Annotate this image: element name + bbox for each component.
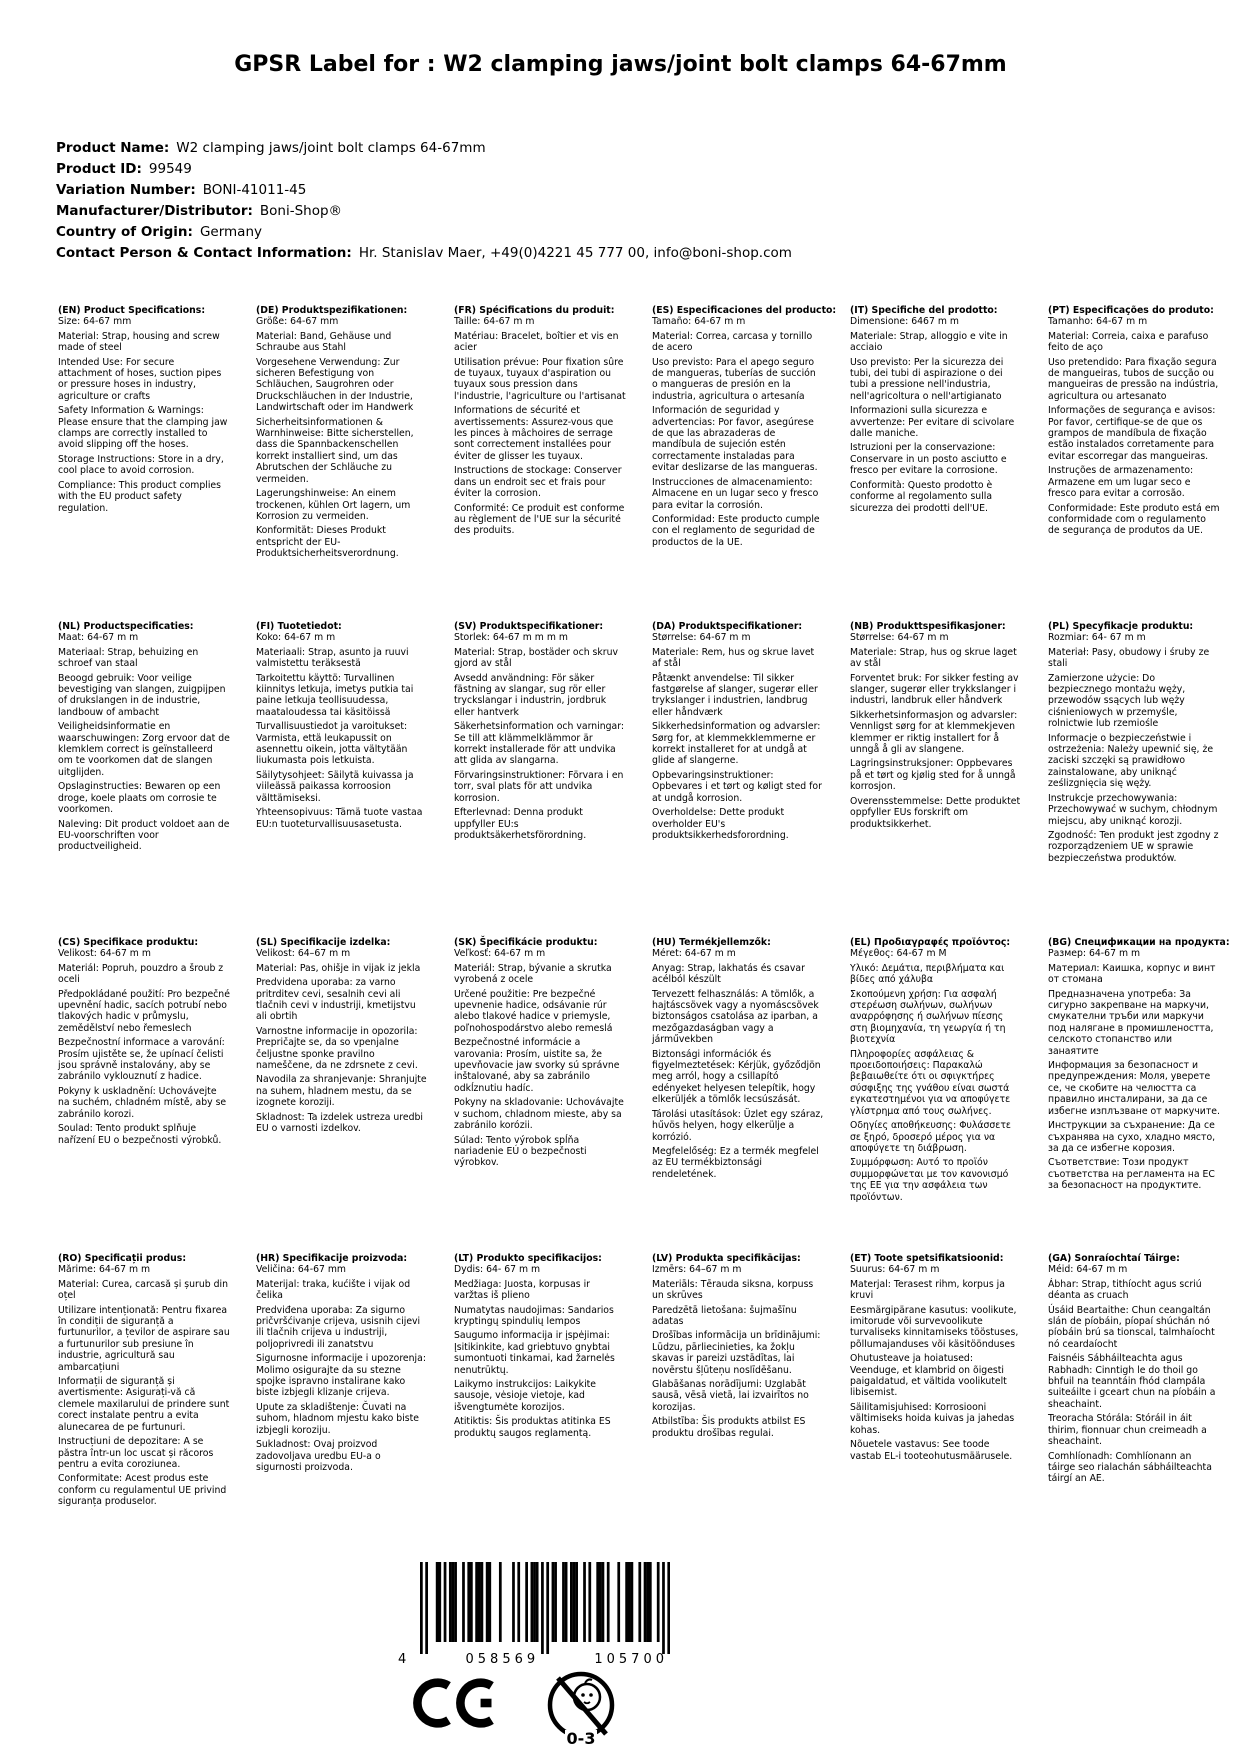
language-spec-block xyxy=(652,937,824,1180)
spec-storage: Instructions de stockage: Conserver dans un endroit sec et frais pour éviter la corrosion. xyxy=(454,465,622,500)
language-spec-title: (DA) Produktspecifikationer: xyxy=(652,621,803,632)
product-info-block xyxy=(56,138,792,264)
spec-material: Material: Strap, bostäder och skruv gjord av stål xyxy=(454,646,618,670)
language-spec-block xyxy=(454,1253,626,1439)
language-spec-block xyxy=(652,1253,824,1439)
spec-intended-use: Предназначена употреба: За сигурно закрепване на маркучи, смукателни тръби или маркучи под налягане в промишлеността, селското стопанство или занаятите xyxy=(1048,988,1214,1057)
spec-material: Materiaali: Strap, asunto ja ruuvi valmistettu teräksestä xyxy=(256,646,409,670)
spec-compliance: Conformità: Questo prodotto è conforme al regolamento sulla sicurezza dei prodotti dell'UE. xyxy=(850,479,993,514)
spec-size: Størrelse: 64-67 m m xyxy=(850,632,949,644)
ean-barcode xyxy=(420,1562,670,1654)
spec-material: Materiał: Pasy, obudowy i śruby ze stali xyxy=(1048,646,1210,670)
spec-intended-use: Uso pretendido: Para fixação segura de mangueiras, tubos de sucção ou mangueiras de pressão na indústria, agricultura ou artesanato xyxy=(1048,356,1219,402)
product-info-value: Boni-Shop® xyxy=(259,203,343,219)
spec-intended-use: Tervezett felhasználás: A tömlők, a hajtáscsövek vagy a nyomáscsövek biztonságos csatolása az iparban, a mezőgazdaságban vagy a járművekben xyxy=(652,988,819,1046)
spec-storage: Opbevaringsinstruktioner: Opbevares i et tørt og køligt sted for at undgå korrosion. xyxy=(652,769,822,804)
spec-safety-warnings: Veiligheidsinformatie en waarschuwingen: Zorg ervoor dat de klemklem correct is geïnstalleerd om te voorkomen dat de slangen uitglijden. xyxy=(58,721,230,778)
language-spec-block xyxy=(454,621,626,841)
language-spec-title: (FR) Spécifications du produit: xyxy=(454,305,615,316)
spec-storage: Pokyny na skladovanie: Uchovávajte v suchom, chladnom mieste, aby sa zabránilo korózii. xyxy=(454,1097,624,1132)
product-info-line xyxy=(56,222,792,243)
language-spec-title: (SK) Špecifikácie produktu: xyxy=(454,937,598,948)
spec-compliance: Atbilstība: Šis produkts atbilst ES produktu drošības regulai. xyxy=(652,1416,806,1439)
language-spec-title: (NL) Productspecificaties: xyxy=(58,621,194,632)
language-spec-block xyxy=(850,937,1022,1203)
language-spec-title: (BG) Спецификации на продукта: xyxy=(1048,937,1230,948)
product-info-label: Product Name: xyxy=(56,140,170,156)
language-spec-block xyxy=(58,305,230,514)
spec-safety-warnings: Bezpečnostné informácie a varovania: Prosím, uistite sa, že upevňovacie jaw svorky sú správne inštalované, aby sa zabránilo odkĺznutiu hadíc. xyxy=(454,1037,620,1094)
age-warning-text: 0-3 xyxy=(566,1729,596,1748)
spec-safety-warnings: Säkerhetsinformation och varningar: Se till att klämmelklämmor är korrekt installerade för att undvika att glida av slangarna. xyxy=(454,721,625,767)
language-spec-title: (RO) Specificații produs: xyxy=(58,1253,187,1264)
spec-storage: Laikymo instrukcijos: Laikykite sausoje, vėsioje vietoje, kad išvengtumėte korozijos. xyxy=(454,1379,597,1413)
spec-safety-warnings: Varnostne informacije in opozorila: Prepričajte se, da so vpenjalne čeljustne sponke pravilno nameščene, da ne zdrsnete z cevi. xyxy=(256,1025,418,1072)
spec-material: Material: Correia, caixa e parafuso feito de aço xyxy=(1048,330,1209,354)
product-info-line xyxy=(56,159,792,180)
barcode-digit-group: 4 xyxy=(398,1652,411,1667)
spec-compliance: Conformitate: Acest produs este conform cu regulamentul UE privind siguranța produselor. xyxy=(58,1473,227,1508)
language-spec-block xyxy=(850,621,1022,830)
spec-material: Materjal: Terasest rihm, korpus ja kruvi xyxy=(850,1278,1005,1302)
spec-safety-warnings: Информация за безопасност и предупреждения: Моля, уверете се, че скобите на челюстта са правилно инсталирани, за да се избегне изплъзване от маркучите. xyxy=(1048,1060,1220,1117)
language-spec-block xyxy=(652,621,824,841)
spec-material: Materiál: Strap, bývanie a skrutka vyrobená z ocele xyxy=(454,962,612,986)
product-info-line xyxy=(56,180,792,201)
language-spec-title: (DE) Produktspezifikationen: xyxy=(256,305,408,316)
language-spec-block xyxy=(1048,621,1220,864)
language-spec-title: (FI) Tuotetiedot: xyxy=(256,621,342,632)
spec-storage: Förvaringsinstruktioner: Förvara i en torr, sval plats för att undvika korrosion. xyxy=(454,769,624,804)
language-spec-block xyxy=(256,305,428,560)
spec-storage: Instrucciones de almacenamiento: Almacene en un lugar seco y fresco para evitar la corrosión. xyxy=(652,476,819,511)
spec-safety-warnings: Informações de segurança e avisos: Por favor, certifique-se de que os grampos de mandíbula de fixação estão instalados corretamente para evitar escorregar das mangueiras. xyxy=(1048,405,1216,462)
spec-compliance: Súlad: Tento výrobok spĺňa nariadenie EÚ o bezpečnosti výrobkov. xyxy=(454,1134,587,1169)
age-warning-0-3-icon xyxy=(545,1668,617,1754)
spec-storage: Storage Instructions: Store in a dry, cool place to avoid corrosion. xyxy=(58,453,224,477)
language-spec-block xyxy=(256,937,428,1135)
spec-size: Rozmiar: 64- 67 m m xyxy=(1048,632,1146,644)
spec-safety-warnings: Faisnéis Sábháilteachta agus Rabhadh: Cinntigh le do thoil go bhfuil na teanntáin fhód clampála suiteáilte i gceart chun na píobáin a sheachaint. xyxy=(1048,1353,1216,1410)
spec-material: Material: Curea, carcasă și șurub din oțel xyxy=(58,1278,228,1302)
spec-storage: Navodila za shranjevanje: Shranjujte na suhem, hladnem mestu, da se izognete koroziji. xyxy=(256,1074,427,1109)
spec-compliance: Atitiktis: Šis produktas atitinka ES produktų saugos reglamentą. xyxy=(454,1416,611,1439)
spec-size: Izmērs: 64–67 m m xyxy=(652,1264,742,1276)
language-spec-block xyxy=(454,305,626,537)
language-spec-title: (EN) Product Specifications: xyxy=(58,305,206,316)
spec-material: Material: Pas, ohišje in vijak iz jekla xyxy=(256,962,421,974)
spec-storage: Säilytysohjeet: Säilytä kuivassa ja viileässä paikassa korroosion välttämiseksi. xyxy=(256,769,414,804)
spec-intended-use: Forventet bruk: For sikker festing av slanger, sugerør eller trykkslanger i industri, landbruk eller håndverk xyxy=(850,672,1019,707)
spec-intended-use: Předpokládané použití: Pro bezpečné upevnění hadic, sacích potrubí nebo tlakových hadic v průmyslu, zemědělství nebo řemeslech xyxy=(58,988,230,1034)
spec-material: Matériau: Bracelet, boîtier et vis en acier xyxy=(454,330,619,354)
spec-size: Velikost: 64–67 m m xyxy=(256,948,351,960)
spec-size: Veličina: 64-67 mm xyxy=(256,1264,346,1276)
language-spec-block xyxy=(652,305,837,548)
spec-material: Material: Strap, housing and screw made of steel xyxy=(58,330,220,354)
product-info-line xyxy=(56,138,792,159)
spec-compliance: Zgodność: Ten produkt jest zgodny z rozporządzeniem UE w sprawie bezpieczeństwa produktów. xyxy=(1048,829,1219,864)
product-info-label: Manufacturer/Distributor: xyxy=(56,203,253,219)
language-spec-title: (HU) Termékjellemzők: xyxy=(652,937,771,948)
spec-material: Materiál: Popruh, pouzdro a šroub z oceli xyxy=(58,962,224,986)
spec-compliance: Conformité: Ce produit est conforme au règlement de l'UE sur la sécurité des produits. xyxy=(454,502,625,537)
spec-size: Größe: 64-67 mm xyxy=(256,316,339,328)
spec-intended-use: Uso previsto: Per la sicurezza dei tubi, dei tubi di aspirazione o dei tubi a pressione nell'industria, nell'agricoltura o nell'artigianato xyxy=(850,356,1004,402)
product-info-value: Germany xyxy=(199,224,262,240)
spec-safety-warnings: Informații de siguranță și avertismente: Asigurați-vă că clemele maxilarului de prindere sunt corect instalate pentru a evita alunecarea de pe furtunuri. xyxy=(58,1376,230,1433)
spec-size: Størrelse: 64-67 m m xyxy=(652,632,751,644)
spec-compliance: Overholdelse: Dette produkt overholder EU's produktsikkerhedsforordning. xyxy=(652,807,789,841)
product-info-value: 99549 xyxy=(148,161,192,177)
spec-safety-warnings: Saugumo informacija ir įspėjimai: Įsitikinkite, kad griebtuvo gnybtai sumontuoti tinkamai, kad žarnelės nenutrūktų. xyxy=(454,1330,615,1376)
product-info-line xyxy=(56,243,792,264)
spec-size: Mărime: 64-67 m m xyxy=(58,1264,151,1276)
language-spec-title: (GA) Sonraíochtaí Táirge: xyxy=(1048,1253,1180,1264)
spec-safety-warnings: Informacje o bezpieczeństwie i ostrzeżenia: Należy upewnić się, że zaciski szczęki są prawidłowo zainstalowane, aby uniknąć ześlizgnięcia się węży. xyxy=(1048,732,1214,790)
spec-intended-use: Utilisation prévue: Pour fixation sûre de tuyaux, tuyaux d'aspiration ou tuyaux sous pression dans l'industrie, l'agriculture ou l'artisanat xyxy=(454,356,626,402)
spec-compliance: Съответствие: Този продукт съответства на регламента на ЕС за безопасност на продуктите. xyxy=(1048,1157,1215,1192)
spec-size: Veľkosť: 64-67 m m xyxy=(454,948,546,960)
spec-intended-use: Predviđena uporaba: Za sigurno pričvršćivanje crijeva, usisnih cijevi ili tlačnih crijeva u industriji, poljoprivredi ili zanatstvu xyxy=(256,1304,421,1350)
language-spec-title: (CS) Specifikace produktu: xyxy=(58,937,199,948)
product-info-label: Country of Origin: xyxy=(56,224,193,240)
language-spec-block xyxy=(256,621,428,830)
spec-material: Medžiaga: Juosta, korpusas ir varžtas iš plieno xyxy=(454,1278,591,1302)
spec-intended-use: Intended Use: For secure attachment of hoses, suction pipes or pressure hoses in industry, agriculture or crafts xyxy=(58,356,222,402)
spec-size: Maat: 64-67 m m xyxy=(58,632,139,644)
spec-compliance: Yhteensopivuus: Tämä tuote vastaa EU:n tuoteturvallisuusasetusta. xyxy=(256,807,423,830)
spec-size: Méid: 64-67 m m xyxy=(1048,1264,1128,1276)
spec-safety-warnings: Πληροφορίες ασφάλειας & προειδοποιήσεις: Παρακαλώ βεβαιωθείτε ότι οι σφιγκτήρες σύσφιξης της γνάθου είναι σωστά εγκατεστημένοι για να αποφύγετε γλίστρημα από τους σωλήνες. xyxy=(850,1048,1011,1117)
spec-material: Materiale: Rem, hus og skrue lavet af stål xyxy=(652,646,815,670)
spec-safety-warnings: Sikkerhedsinformation og advarsler: Sørg for, at klemmekklemmerne er korrekt installeret for at undgå at glide af slangerne. xyxy=(652,721,821,767)
spec-storage: Οδηγίες αποθήκευσης: Φυλάσσετε σε ξηρό, δροσερό μέρος για να αποφύγετε τη διάβρωση. xyxy=(850,1120,1011,1154)
spec-safety-warnings: Sikkerhetsinformasjon og advarsler: Vennligst sørg for at klemmekjeven klemmer er riktig installert for å unngå å gli av slangene. xyxy=(850,709,1018,756)
spec-intended-use: Uso previsto: Para el apego seguro de mangueras, tuberías de succión o mangueras de presión en la industria, agricultura o artesanía xyxy=(652,356,816,402)
spec-material: Material: Band, Gehäuse und Schraube aus Stahl xyxy=(256,330,392,354)
spec-size: Tamanho: 64-67 m m xyxy=(1048,316,1148,328)
spec-material: Materijal: traka, kućište i vijak od čelika xyxy=(256,1278,411,1302)
spec-storage: Pokyny k uskladnění: Uchovávejte na suchém, chladném místě, aby se zabránilo korozi. xyxy=(58,1085,227,1120)
spec-intended-use: Úsáid Beartaithe: Chun ceangaltán slán de píobáin, píopaí shúchán nó píobáin brú sa tionscal, talmhaíocht nó ceardaíocht xyxy=(1048,1304,1215,1350)
product-info-label: Product ID: xyxy=(56,161,142,177)
spec-safety-warnings: Turvallisuustiedot ja varoitukset: Varmista, että leukapussit on asennettu oikein, jotta vältytään liukumasta pois letkuista. xyxy=(256,721,408,767)
spec-size: Tamaño: 64-67 m m xyxy=(652,316,746,328)
barcode-digit-group: 105700 xyxy=(594,1652,668,1667)
ce-mark-icon xyxy=(410,1678,498,1732)
spec-compliance: Conformidad: Este producto cumple con el reglamento de seguridad de productos de la UE. xyxy=(652,513,820,548)
spec-storage: Glabāšanas norādījumi: Uzglabāt sausā, vēsā vietā, lai izvairītos no korozijas. xyxy=(652,1379,809,1413)
spec-storage: Istruzioni per la conservazione: Conservare in un posto asciutto e fresco per evitare la corrosione. xyxy=(850,442,1007,477)
spec-material: Υλικό: Δεμάτια, περιβλήματα και βίδες από χάλυβα xyxy=(850,962,1005,986)
spec-size: Méret: 64-67 m m xyxy=(652,948,736,960)
spec-compliance: Konformität: Dieses Produkt entspricht der EU-Produktsicherheitsverordnung. xyxy=(256,525,399,560)
spec-intended-use: Eesmärgipärane kasutus: voolikute, imitorude või survevoolikute turvaliseks kinnitamiseks tööstuses, põllumajanduses või käsitöönduses xyxy=(850,1304,1019,1350)
spec-safety-warnings: Safety Information & Warnings: Please ensure that the clamping jaw clamps are correctly installed to avoid slipping off the hoses. xyxy=(58,405,228,451)
spec-size: Size: 64-67 mm xyxy=(58,316,132,328)
spec-compliance: Sukladnost: Ovaj proizvod zadovoljava uredbu EU-a o sigurnosti proizvoda. xyxy=(256,1439,381,1473)
spec-material: Material: Correa, carcasa y tornillo de acero xyxy=(652,330,813,354)
spec-safety-warnings: Biztonsági információk és figyelmeztetések: Kérjük, győződjön meg arról, hogy a csillapító edényeket helyesen telepítik, hogy elkerüljék a tömlők lecsúszását. xyxy=(652,1048,821,1106)
spec-compliance: Comhlíonadh: Comhlíonann an táirge seo rialachán sábháilteachta táirgí an AE. xyxy=(1048,1450,1212,1485)
page-title: GPSR Label for : W2 clamping jaws/joint bolt clamps 64-67mm xyxy=(234,52,1007,77)
language-spec-title: (EL) Προδιαγραφές προϊόντος: xyxy=(850,937,1011,948)
language-spec-block xyxy=(850,305,1022,514)
spec-storage: Säilitamisjuhised: Korrosiooni vältimiseks hoida kuivas ja jahedas kohas. xyxy=(850,1401,1015,1436)
spec-storage: Instruções de armazenamento: Armazene em um lugar seco e fresco para evitar a corrosão. xyxy=(1048,465,1194,500)
spec-safety-warnings: Información de seguridad y advertencias: Por favor, asegúrese de que las abrazaderas de mandíbula de sujeción estén correctamente instaladas para evitar deslizarse de las mangueras. xyxy=(652,405,818,474)
product-info-label: Contact Person & Contact Information: xyxy=(56,245,352,261)
barcode-digit-group: 058569 xyxy=(465,1652,540,1667)
spec-material: Materiāls: Tērauda siksna, korpuss un skrūves xyxy=(652,1278,814,1302)
spec-compliance: Nõuetele vastavus: See toode vastab EL-i tooteohutusmäärusele. xyxy=(850,1439,1013,1462)
spec-intended-use: Tarkoitettu käyttö: Turvallinen kiinnitys letkuja, imetys putkia tai paine letkuja teollisuudessa, maataloudessa tai käsitöissä xyxy=(256,672,414,718)
spec-storage: Instrukcje przechowywania: Przechowywać w suchym, chłodnym miejscu, aby uniknąć korozji. xyxy=(1048,792,1218,827)
language-spec-title: (ET) Toote spetsifikatsioonid: xyxy=(850,1253,1004,1264)
spec-storage: Treoracha Stórála: Stóráil in áit thirim, fionnuar chun creimeadh a sheachaint. xyxy=(1048,1413,1207,1448)
spec-material: Materiaal: Strap, behuizing en schroef van staal xyxy=(58,646,199,670)
language-spec-block xyxy=(1048,937,1230,1192)
language-specs-grid xyxy=(58,305,1230,1569)
spec-compliance: Compliance: This product complies with the EU product safety regulation. xyxy=(58,479,221,514)
spec-storage: Инструкции за съхранение: Да се съхранява на сухо, хладно място, за да се избегне корозия. xyxy=(1048,1120,1216,1154)
spec-intended-use: Predvidena uporaba: za varno pritrditev cevi, sesalnih cevi ali tlačnih cevi v industriji, kmetijstvu ali obrtih xyxy=(256,977,416,1023)
spec-storage: Instrucțiuni de depozitare: A se păstra într-un loc uscat și răcoros pentru a evita coroziunea. xyxy=(58,1436,214,1470)
barcode-digits xyxy=(398,1652,668,1667)
language-spec-block xyxy=(58,1253,230,1508)
spec-storage: Opslaginstructies: Bewaren op een droge, koele plaats om corrosie te voorkomen. xyxy=(58,781,221,816)
language-spec-title: (HR) Specifikacije proizvoda: xyxy=(256,1253,408,1264)
spec-size: Размер: 64-67 m m xyxy=(1048,948,1141,960)
product-info-line xyxy=(56,201,792,222)
product-info-value: W2 clamping jaws/joint bolt clamps 64-67mm xyxy=(176,140,486,156)
spec-size: Taille: 64-67 m m xyxy=(454,316,535,328)
spec-compliance: Megfelelőség: Ez a termék megfelel az EU termékbiztonsági rendeletének. xyxy=(652,1145,819,1180)
language-spec-block xyxy=(58,937,230,1146)
spec-material: Anyag: Strap, lakhatás és csavar acélból készült xyxy=(652,962,805,986)
spec-intended-use: Beoogd gebruik: Voor veilige bevestiging van slangen, zuigpijpen of drukslangen in de industrie, landbouw of ambacht xyxy=(58,672,226,718)
language-spec-block xyxy=(1048,1253,1220,1485)
spec-intended-use: Numatytas naudojimas: Sandarios kryptingų spindulių lempos xyxy=(454,1304,614,1328)
spec-storage: Tárolási utasítások: Üzlet egy száraz, hűvös helyen, hogy elkerülje a korrózió. xyxy=(652,1108,824,1143)
spec-intended-use: Paredzētā lietošana: šujmašīnu adatas xyxy=(652,1304,797,1328)
language-spec-title: (NB) Produkttspesifikasjoner: xyxy=(850,621,1006,632)
spec-intended-use: Σκοπούμενη χρήση: Για ασφαλή στερέωση σωλήνων, σωλήνων αναρρόφησης ή σωλήνων πίεσης στη βιομηχανία, τη γεωργία ή τη βιοτεχνία xyxy=(850,988,1006,1046)
spec-material: Ábhar: Strap, tithíocht agus scriú déanta as cruach xyxy=(1048,1278,1202,1302)
language-spec-title: (LT) Produkto specifikacijos: xyxy=(454,1253,602,1264)
language-spec-block xyxy=(850,1253,1022,1462)
spec-size: Velikost: 64-67 m m xyxy=(58,948,151,960)
spec-size: Suurus: 64-67 m m xyxy=(850,1264,940,1276)
language-spec-title: (PL) Specyfikacje produktu: xyxy=(1048,621,1194,632)
product-info-value: Hr. Stanislav Maer, +49(0)4221 45 777 00, info@boni-shop.com xyxy=(358,245,792,261)
spec-size: Μέγεθος: 64-67 m M xyxy=(850,948,947,960)
spec-size: Storlek: 64-67 m m m m xyxy=(454,632,568,644)
spec-intended-use: Vorgesehene Verwendung: Zur sicheren Befestigung von Schläuchen, Saugrohren oder Druckschläuchen in der Industrie, Landwirtschaft oder im Handwerk xyxy=(256,356,414,414)
spec-compliance: Efterlevnad: Denna produkt uppfyller EU:s produktsäkerhetsförordning. xyxy=(454,807,587,841)
spec-size: Koko: 64-67 m m xyxy=(256,632,336,644)
spec-safety-warnings: Drošības informācija un brīdinājumi: Lūdzu, pārliecinieties, ka žokļu skavas ir pareizi uzstādītas, lai novērstu šļūteņu noslīdēšanu. xyxy=(652,1330,821,1376)
spec-storage: Lagerungshinweise: An einem trockenen, kühlen Ort lagern, um Korrosion zu vermeiden. xyxy=(256,488,411,522)
language-spec-title: (SL) Specifikacije izdelka: xyxy=(256,937,391,948)
spec-compliance: Conformidade: Este produto está em conformidade com o regulamento de segurança de produtos da UE. xyxy=(1048,502,1220,537)
language-spec-block xyxy=(454,937,626,1169)
language-spec-title: (LV) Produkta specifikācijas: xyxy=(652,1253,801,1264)
spec-size: Dydis: 64- 67 m m xyxy=(454,1264,541,1276)
spec-safety-warnings: Sigurnosne informacije i upozorenja: Molimo osigurajte da su stezne spojke ispravno instalirane kako biste izbjegli klizanje crijeva. xyxy=(256,1353,426,1399)
language-spec-title: (SV) Produktspecifikationer: xyxy=(454,621,604,632)
spec-compliance: Συμμόρφωση: Αυτό το προϊόν συμμορφώνεται με τον κανονισμό της ΕΕ για την ασφάλεια των προϊόντων. xyxy=(850,1157,1009,1203)
product-info-label: Variation Number: xyxy=(56,182,196,198)
spec-compliance: Soulad: Tento produkt splňuje nařízení EU o bezpečnosti výrobků. xyxy=(58,1123,222,1146)
spec-intended-use: Utilizare intenționată: Pentru fixarea în condiții de siguranță a furtunurilor, a țevilor de aspirare sau a furtunurilor sub presiune în industrie, agricultură sau ambarcațiuni xyxy=(58,1304,230,1373)
spec-material: Materiale: Strap, hus og skrue laget av stål xyxy=(850,646,1017,670)
spec-compliance: Skladnost: Ta izdelek ustreza uredbi EU o varnosti izdelkov. xyxy=(256,1111,424,1135)
spec-intended-use: Påtænkt anvendelse: Til sikker fastgørelse af slanger, sugerør eller trykslanger i industrien, landbrug eller håndværk xyxy=(652,672,818,718)
spec-intended-use: Zamierzone użycie: Do bezpiecznego montażu węży, przewodów ssących lub węży ciśnieniowych w przemyśle, rolnictwie lub rzemiośle xyxy=(1048,672,1186,730)
spec-size: Dimensione: 6467 m m xyxy=(850,316,959,328)
spec-storage: Upute za skladištenje: Čuvati na suhom, hladnom mjestu kako biste izbjegli koroziju. xyxy=(256,1401,419,1436)
spec-compliance: Overensstemmelse: Dette produktet oppfyller EUs forskrift om produktsikkerhet. xyxy=(850,795,1021,830)
language-spec-title: (ES) Especificaciones del producto: xyxy=(652,305,837,316)
product-info-value: BONI-41011-45 xyxy=(202,182,307,198)
spec-material: Materiale: Strap, alloggio e vite in acciaio xyxy=(850,330,1008,354)
spec-safety-warnings: Ohutusteave ja hoiatused: Veenduge, et klambrid on õigesti paigaldatud, et vältida voolikutelt libisemist. xyxy=(850,1353,1007,1399)
language-spec-block xyxy=(256,1253,428,1473)
language-spec-block xyxy=(58,621,230,853)
spec-intended-use: Určené použitie: Pre bezpečné upevnenie hadice, odsávanie rúr alebo tlakové hadice v priemysle, poľnohospodárstvo alebo remeslá xyxy=(454,988,613,1034)
language-spec-title: (IT) Specifiche del prodotto: xyxy=(850,305,998,316)
spec-safety-warnings: Informations de sécurité et avertissements: Assurez-vous que les pinces à mâchoires de serrage sont correctement installées pour éviter de glisser les tuyaux. xyxy=(454,405,614,462)
spec-safety-warnings: Informazioni sulla sicurezza e avvertenze: Per evitare di scivolare dalle maniche. xyxy=(850,405,1015,440)
spec-storage: Lagringsinstruksjoner: Oppbevares på et tørt og kjølig sted for å unngå korrosjon. xyxy=(850,758,1016,793)
spec-safety-warnings: Sicherheitsinformationen & Warnhinweise: Bitte sicherstellen, dass die Spannbackenschellen korrekt installiert sind, um das Abrutschen der Schläuche zu vermeiden. xyxy=(256,416,414,485)
spec-compliance: Naleving: Dit product voldoet aan de EU-voorschriften voor productveiligheid. xyxy=(58,818,230,853)
spec-safety-warnings: Bezpečnostní informace a varování: Prosím ujistěte se, že upínací čelisti jsou správně instalovány, aby se zabránilo vyklouznutí z hadice. xyxy=(58,1037,225,1083)
language-spec-block xyxy=(1048,305,1220,537)
spec-material: Материал: Каишка, корпус и винт от стомана xyxy=(1048,962,1216,986)
language-spec-title: (PT) Especificações do produto: xyxy=(1048,305,1214,316)
spec-intended-use: Avsedd användning: För säker fästning av slangar, sug rör eller tryckslangar i industrin, jordbruk eller hantverk xyxy=(454,672,607,718)
barcode-bars-icon xyxy=(420,1562,670,1654)
